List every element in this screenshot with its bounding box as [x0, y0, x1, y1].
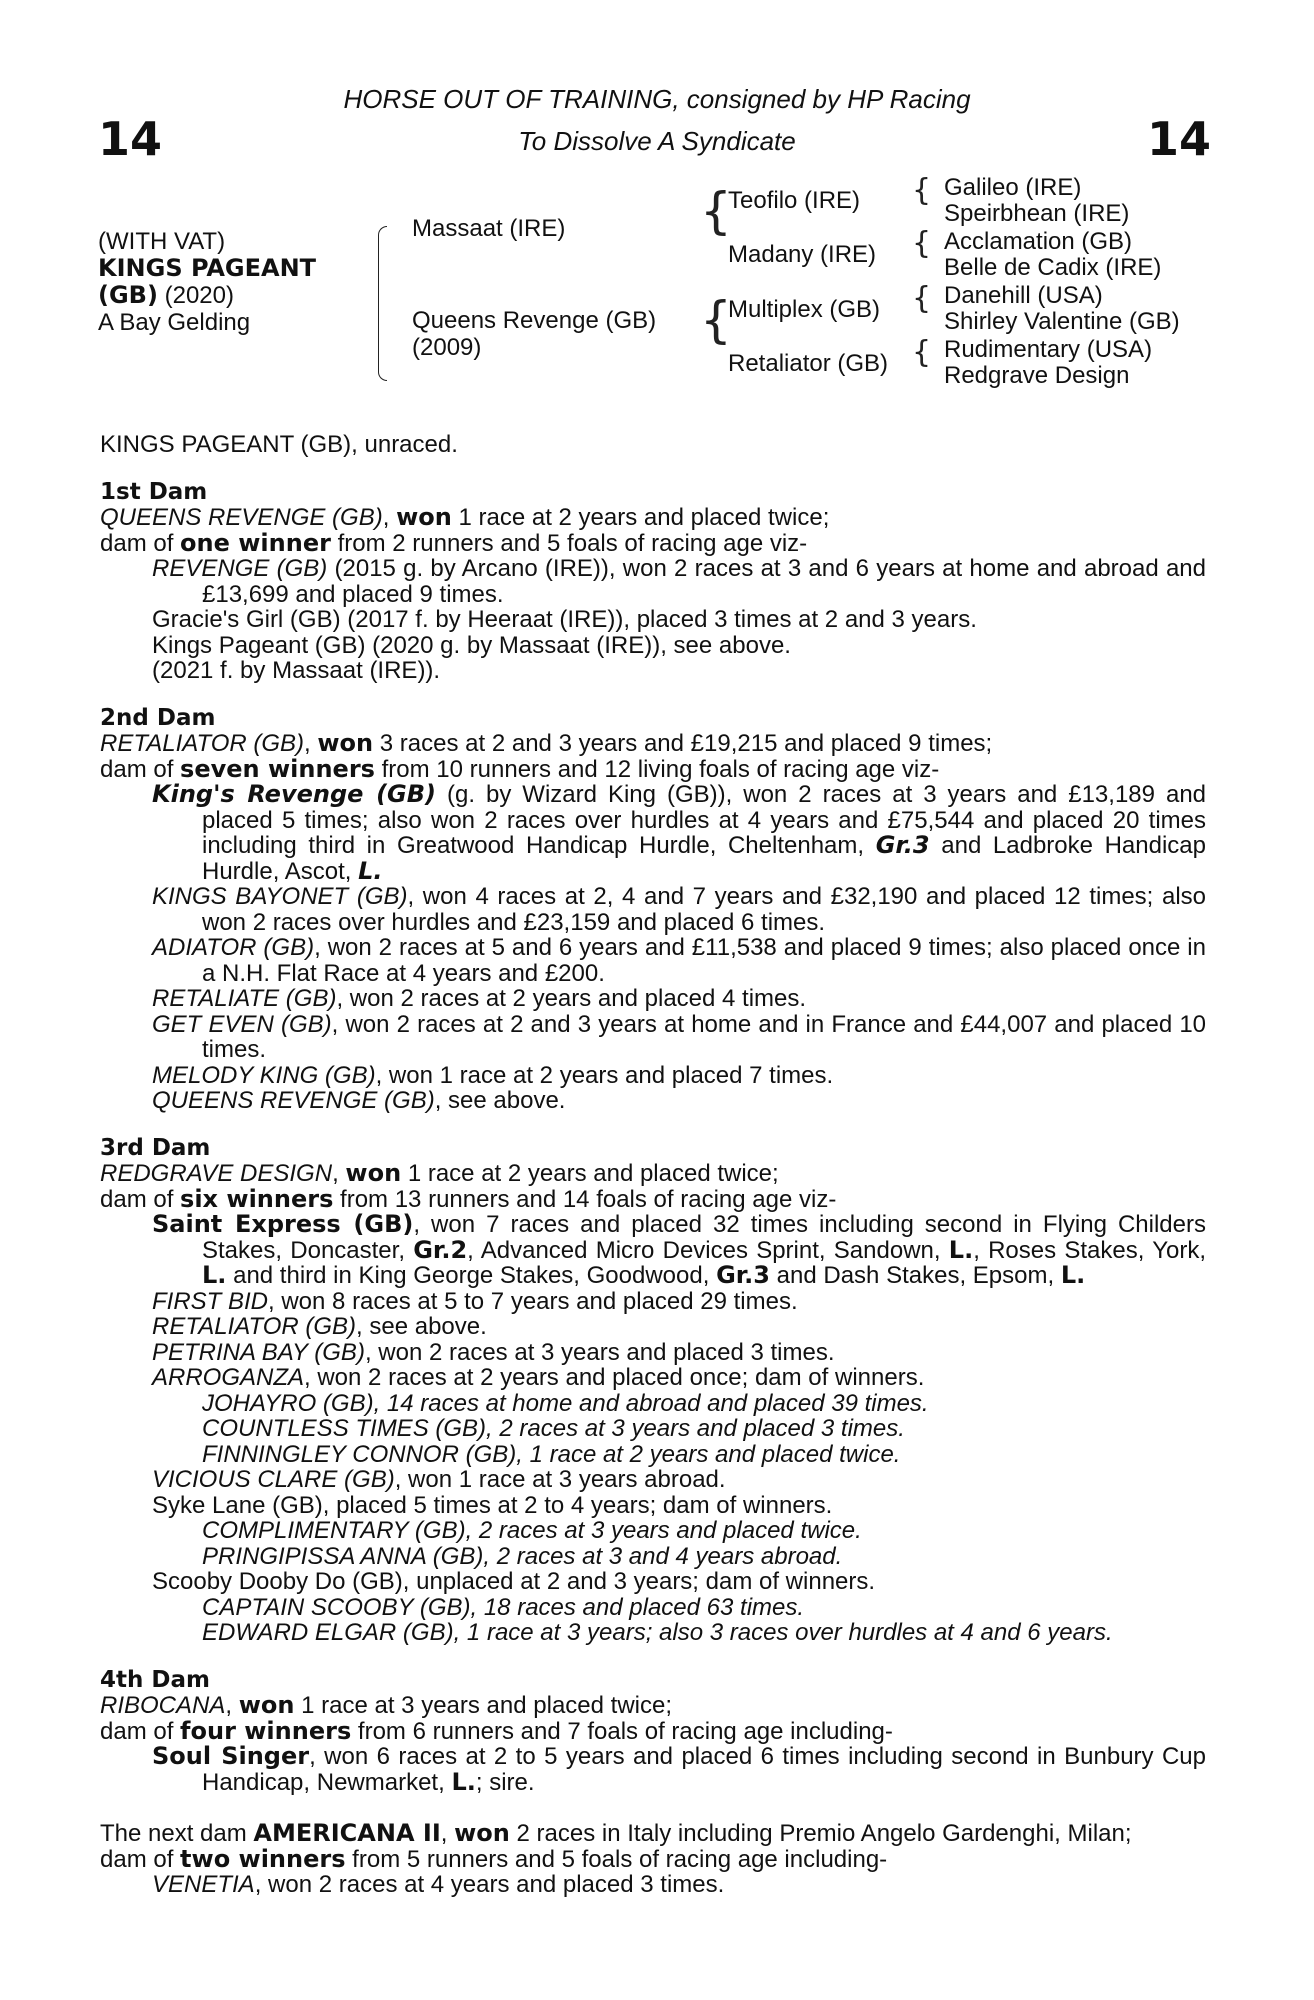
page-title: HORSE OUT OF TRAINING, consigned by HP Racing	[343, 84, 971, 114]
grand-produce-entry: PRINGIPISSA ANNA (GB), 2 races at 3 and 4 years abroad.	[202, 1542, 843, 1570]
produce-entry: Soul Singer, won 6 races at 2 to 5 years and placed 6 times including second in Bunbury Cup Handicap, Newmarket, L.; sire.	[152, 1742, 1206, 1796]
dam-produce-line: dam of six winners from 13 runners and 14 foals of racing age viz-	[100, 1184, 837, 1213]
pedigree-ds: Multiplex (GB)	[728, 296, 881, 323]
section-title: 2nd Dam	[100, 704, 216, 731]
produce-entry: Scooby Dooby Do (GB), unplaced at 2 and 3 years; dam of winners.	[152, 1568, 876, 1595]
horse-identity	[98, 228, 316, 336]
grand-produce-entry: EDWARD ELGAR (GB), 1 race at 3 years; also 3 races over hurdles at 4 and 6 years.	[202, 1619, 1113, 1646]
pedigree-ssd: Speirbhean (IRE)	[944, 200, 1130, 227]
produce-entry: Kings Pageant (GB) (2020 g. by Massaat (IRE)), see above.	[152, 631, 791, 659]
dam-produce-line: dam of four winners from 6 runners and 7 foals of racing age including-	[100, 1716, 893, 1745]
pedigree-sdd: Belle de Cadix (IRE)	[944, 254, 1162, 281]
next-dam-line: The next dam AMERICANA II, won 2 races in Italy including Premio Angelo Gardenghi, Milan;	[100, 1819, 1132, 1847]
produce-entry: GET EVEN (GB), won 2 races at 2 and 3 years at home and in France and £44,007 and placed 10 times.	[152, 1010, 1207, 1063]
grand-produce-entry: FINNINGLEY CONNOR (GB), 1 race at 2 years and placed twice.	[202, 1440, 901, 1468]
grand-produce-entry: COUNTLESS TIMES (GB), 2 races at 3 years and placed 3 times.	[202, 1415, 905, 1442]
pedigree-brace-parents	[378, 226, 387, 381]
pedigree-sire: Massaat (IRE)	[412, 215, 566, 242]
produce-entry: RETALIATOR (GB), see above.	[152, 1313, 487, 1340]
catalogue-body	[100, 432, 1206, 1898]
lot-number-right: 14	[1147, 112, 1212, 166]
pedigree-brace-dam: {	[700, 291, 732, 349]
page-subtitle: To Dissolve A Syndicate	[518, 126, 796, 156]
produce-entry: Saint Express (GB), won 7 races and placed 32 times including second in Flying Childers Stakes, Doncaster, Gr.2, Advanced Micro Devices Sprint, Sandown, L., Roses Stakes, York, L. and third in King George Stakes, Goodwood, Gr.3 and Dash Stakes, Epsom, L.	[152, 1210, 1207, 1289]
pedigree-dam-name: Queens Revenge (GB)	[412, 307, 657, 334]
pedigree-dam-year: (2009)	[412, 334, 482, 361]
horse-name: KINGS PAGEANT	[98, 254, 317, 282]
pedigree-sss: Galileo (IRE)	[944, 174, 1082, 201]
pedigree-dd: Retaliator (GB)	[728, 350, 889, 377]
dam-line: RIBOCANA, won 1 race at 3 years and placed twice;	[100, 1691, 672, 1719]
pedigree-sd: Madany (IRE)	[728, 241, 877, 268]
pedigree-ss: Teofilo (IRE)	[728, 187, 861, 214]
produce-entry: King's Revenge (GB) (g. by Wizard King (GB)), won 2 races at 3 years and £13,189 and placed 5 times; also won 2 races over hurdles at 4 years and £75,544 and placed 20 times including third in Greatwood Handicap Hurdle, Cheltenham, Gr.3 and Ladbroke Handicap Hurdle, Ascot, L.	[152, 780, 1207, 885]
dam-produce-line: dam of two winners from 5 runners and 5 foals of racing age including-	[100, 1844, 888, 1873]
produce-entry: Gracie's Girl (GB) (2017 f. by Heeraat (IRE)), placed 3 times at 2 and 3 years.	[152, 606, 977, 633]
produce-entry: Syke Lane (GB), placed 5 times at 2 to 4 years; dam of winners.	[152, 1491, 833, 1519]
pedigree-brace-sd: {	[912, 226, 932, 261]
dam-line: RETALIATOR (GB), won 3 races at 2 and 3 years and £19,215 and placed 9 times;	[100, 729, 993, 757]
pedigree-dss: Danehill (USA)	[944, 282, 1103, 309]
dam-produce-line: dam of one winner from 2 runners and 5 foals of racing age viz-	[100, 528, 808, 557]
section-title: 1st Dam	[100, 478, 208, 505]
produce-entry: QUEENS REVENGE (GB), see above.	[152, 1087, 566, 1114]
grand-produce-entry: COMPLIMENTARY (GB), 2 races at 3 years and placed twice.	[202, 1517, 862, 1544]
pedigree-ddd: Redgrave Design	[944, 362, 1130, 389]
lot-number-left: 14	[98, 112, 163, 166]
produce-entry: VICIOUS CLARE (GB), won 1 race at 3 years abroad.	[152, 1466, 726, 1493]
pedigree-dds: Rudimentary (USA)	[944, 336, 1153, 363]
produce-entry: (2021 f. by Massaat (IRE)).	[152, 657, 441, 684]
produce-entry: ADIATOR (GB), won 2 races at 5 and 6 years and £11,538 and placed 9 times; also placed once in a N.H. Flat Race at 4 years and £200.	[152, 934, 1206, 987]
section-title: 4th Dam	[100, 1666, 210, 1693]
pedigree-brace-sire: {	[700, 182, 732, 240]
vat-note: (WITH VAT)	[98, 228, 226, 255]
pedigree-brace-dd: {	[912, 335, 932, 370]
dam-line: QUEENS REVENGE (GB), won 1 race at 2 years and placed twice;	[100, 503, 830, 531]
dam-name: QUEENS REVENGE (GB)	[100, 504, 383, 531]
dam-produce-line: dam of seven winners from 10 runners and 12 living foals of racing age viz-	[100, 754, 940, 783]
pedigree-sds: Acclamation (GB)	[944, 228, 1133, 255]
pedigree-brace-ds: {	[912, 281, 932, 316]
produce-entry: REVENGE (GB) (2015 g. by Arcano (IRE)), won 2 races at 3 and 6 years at home and abroad and £13,699 and placed 9 times.	[152, 555, 1206, 608]
pedigree-dsd: Shirley Valentine (GB)	[944, 308, 1180, 335]
produce-entry: VENETIA, won 2 races at 4 years and placed 3 times.	[152, 1871, 725, 1898]
section-title: 3rd Dam	[100, 1134, 211, 1161]
produce-entry: MELODY KING (GB), won 1 race at 2 years and placed 7 times.	[152, 1061, 834, 1089]
horse-description: A Bay Gelding	[98, 309, 251, 336]
produce-entry: ARROGANZA, won 2 races at 2 years and placed once; dam of winners.	[152, 1364, 925, 1391]
grand-produce-entry: JOHAYRO (GB), 14 races at home and abroad and placed 39 times.	[202, 1389, 929, 1417]
produce-entry: KINGS BAYONET (GB), won 4 races at 2, 4 and 7 years and £32,190 and placed 12 times; also won 2 races over hurdles and £23,159 and placed 6 times.	[152, 883, 1207, 936]
produce-entry: PETRINA BAY (GB), won 2 races at 3 years and placed 3 times.	[152, 1338, 835, 1366]
pedigree-dam	[412, 307, 656, 361]
horse-country: (GB)	[98, 281, 158, 309]
grand-produce-entry: CAPTAIN SCOOBY (GB), 18 races and placed 63 times.	[202, 1593, 805, 1621]
intro-line: KINGS PAGEANT (GB), unraced.	[100, 431, 458, 458]
produce-entry: FIRST BID, won 8 races at 5 to 7 years and placed 29 times.	[152, 1287, 798, 1315]
horse-year: (2020)	[164, 282, 234, 309]
produce-entry: RETALIATE (GB), won 2 races at 2 years and placed 4 times.	[152, 985, 807, 1012]
dam-line: REDGRAVE DESIGN, won 1 race at 2 years and placed twice;	[100, 1159, 779, 1187]
pedigree-brace-ss: {	[912, 173, 932, 208]
